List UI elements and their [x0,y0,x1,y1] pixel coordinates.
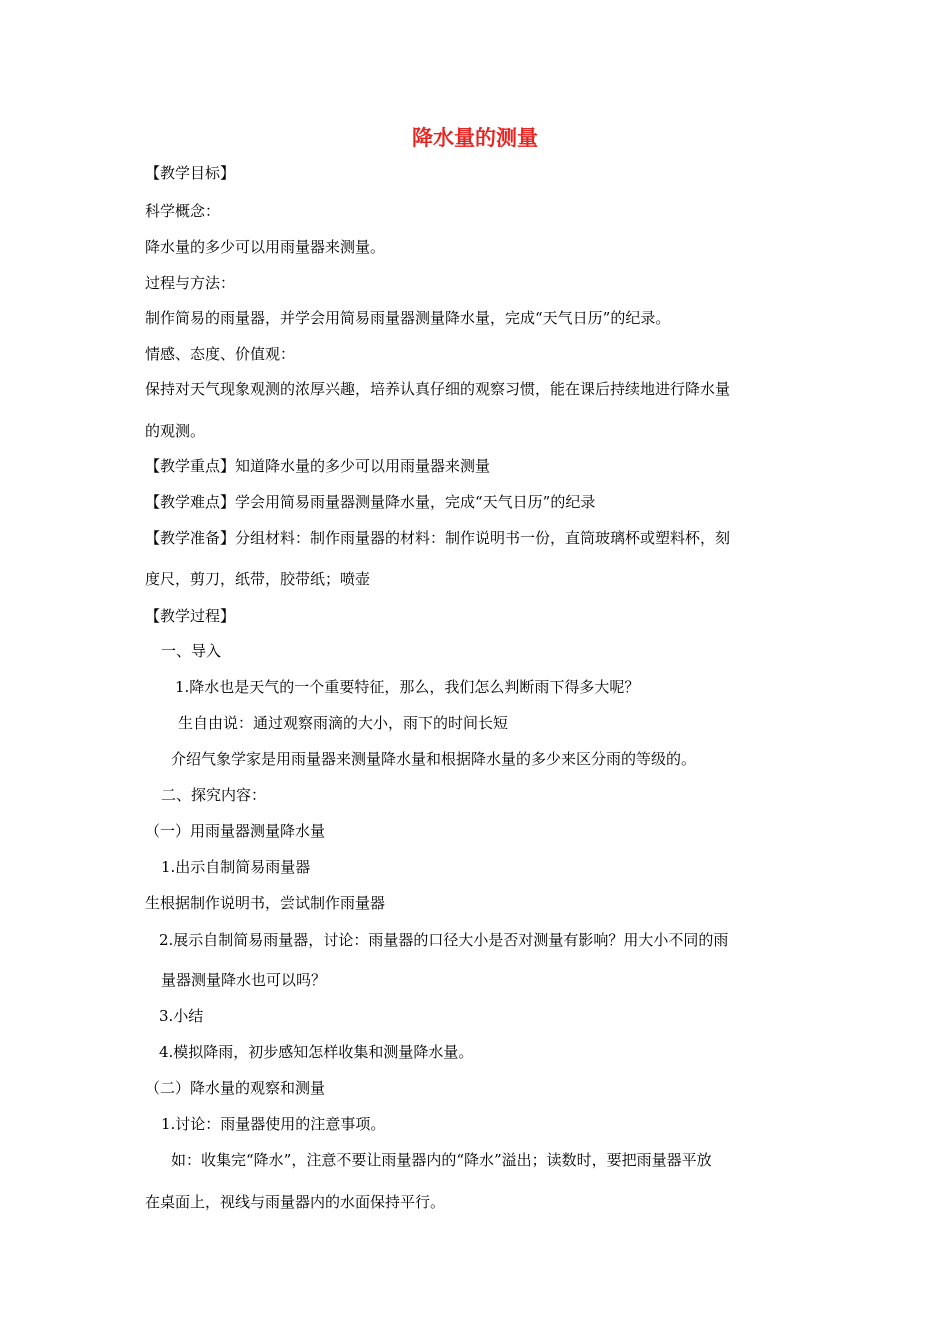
text-line: （二）降水量的观察和测量 [145,1079,326,1097]
text-line: 情感、态度、价值观： [145,345,296,363]
text-line: 如：收集完“降水”，注意不要让雨量器内的“降水”溢出；读数时，要把雨量器平放 [171,1151,712,1169]
text-line: 保持对天气现象观测的浓厚兴趣，培养认真仔细的观察习惯，能在课后持续地进行降水量 [145,380,731,398]
text-line: 一、导入 [161,642,222,660]
text-line: 的观测。 [145,422,206,440]
text-line: 生根据制作说明书，尝试制作雨量器 [145,894,386,912]
text-line: 【教学难点】学会用简易雨量器测量降水量，完成“天气日历”的纪录 [145,493,596,511]
text-line: （一）用雨量器测量降水量 [145,822,326,840]
text-line: 2.展示自制简易雨量器，讨论：雨量器的口径大小是否对测量有影响？用大小不同的雨 [159,931,729,949]
text-line: 介绍气象学家是用雨量器来测量降水量和根据降水量的多少来区分雨的等级的。 [171,750,697,768]
text-line: 【教学重点】知道降水量的多少可以用雨量器来测量 [145,457,491,475]
text-line: 降水量的多少可以用雨量器来测量。 [145,238,386,256]
text-line: 量器测量降水也可以吗？ [161,971,327,989]
text-line: 1.降水也是天气的一个重要特征，那么，我们怎么判断雨下得多大呢？ [175,678,640,696]
text-line: 在桌面上，视线与雨量器内的水面保持平行。 [145,1193,446,1211]
text-line: 科学概念： [145,202,221,220]
text-line: 4.模拟降雨，初步感知怎样收集和测量降水量。 [159,1043,474,1061]
document-title: 降水量的测量 [412,126,538,150]
text-line: 度尺，剪刀，纸带，胶带纸；喷壶 [145,570,371,588]
text-line: 【教学过程】 [145,607,236,625]
text-line: 【教学目标】 [145,164,236,182]
text-line: 1.讨论：雨量器使用的注意事项。 [161,1115,386,1133]
text-line: 3.小结 [159,1007,204,1025]
text-line: 生自由说：通过观察雨滴的大小，雨下的时间长短 [178,714,509,732]
text-line: 二、探究内容： [161,786,267,804]
text-line: 制作简易的雨量器，并学会用简易雨量器测量降水量，完成“天气日历”的纪录。 [145,309,671,327]
text-line: 过程与方法： [145,274,236,292]
text-line: 【教学准备】分组材料：制作雨量器的材料：制作说明书一份，直筒玻璃杯或塑料杯，刻 [145,529,731,547]
text-line: 1.出示自制简易雨量器 [161,858,311,876]
